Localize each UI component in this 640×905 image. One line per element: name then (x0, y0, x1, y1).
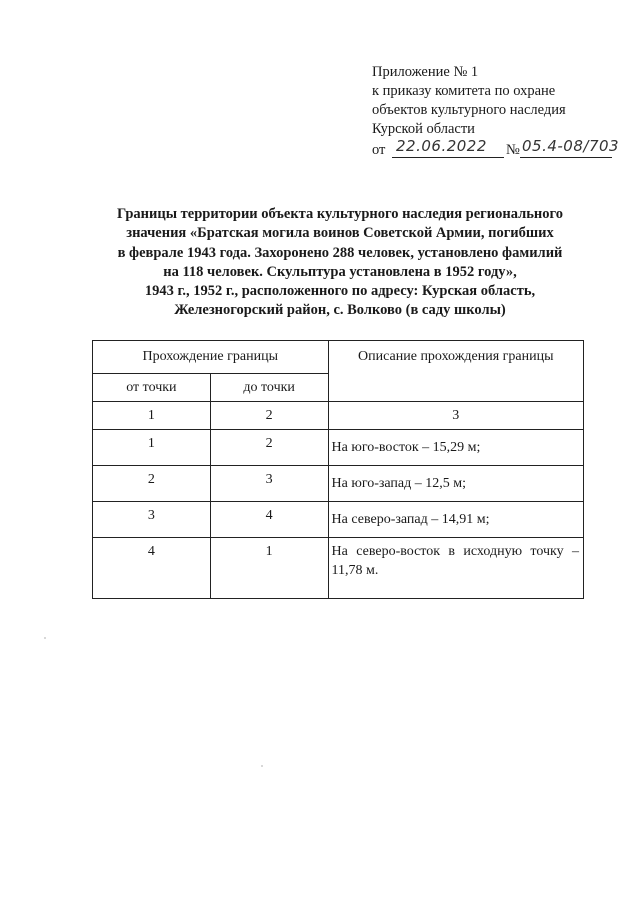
appendix-title: Приложение № 1 (372, 64, 479, 80)
column-number: 2 (210, 402, 328, 430)
column-number: 1 (93, 402, 211, 430)
header-description: Описание прохождения границы (328, 341, 583, 402)
column-number: 3 (328, 402, 583, 430)
description-cell: На юго-восток – 15,29 м; (328, 430, 583, 466)
to-point-cell: 4 (210, 502, 328, 538)
title-line: на 118 человек. Скульптура установлена в 1952 году», (163, 263, 517, 280)
from-point-cell: 3 (93, 502, 211, 538)
appendix-order-ref: к приказу комитета по охране (372, 83, 556, 99)
appendix-region: Курской области (372, 121, 475, 137)
to-point-cell: 3 (210, 466, 328, 502)
title-line: в феврале 1943 года. Захоронено 288 человек, установлено фамилий (117, 244, 563, 261)
title-line: Границы территории объекта культурного наследия регионального (117, 206, 563, 222)
title-line: 1943 г., 1952 г., расположенного по адресу: Курская область, (144, 283, 536, 300)
to-point-cell: 2 (210, 430, 328, 466)
description-cell: На северо-восток в исходную точку – 11,78 м. (328, 538, 583, 599)
from-point-cell: 4 (93, 538, 211, 599)
appendix-committee: объектов культурного наследия (372, 102, 566, 118)
from-point-cell: 2 (93, 466, 211, 502)
from-label: от (372, 142, 386, 158)
title-line: Железногорский район, с. Волково (в саду школы) (174, 302, 506, 319)
from-point-cell: 1 (93, 430, 211, 466)
description-cell: На юго-запад – 12,5 м; (328, 466, 583, 502)
to-point-cell: 1 (210, 538, 328, 599)
handwritten-number: 05.4-08/703 (522, 137, 620, 155)
description-cell: На северо-запад – 14,91 м; (328, 502, 583, 538)
header-from-point: от точки (93, 374, 211, 402)
handwritten-date: 22.06.2022 (396, 137, 487, 155)
title-line: значения «Братская могила воинов Советской Армии, погибших (126, 225, 554, 242)
header-to-point: до точки (210, 374, 328, 402)
header-passage: Прохождение границы (93, 341, 329, 374)
number-sign: № (506, 142, 520, 158)
